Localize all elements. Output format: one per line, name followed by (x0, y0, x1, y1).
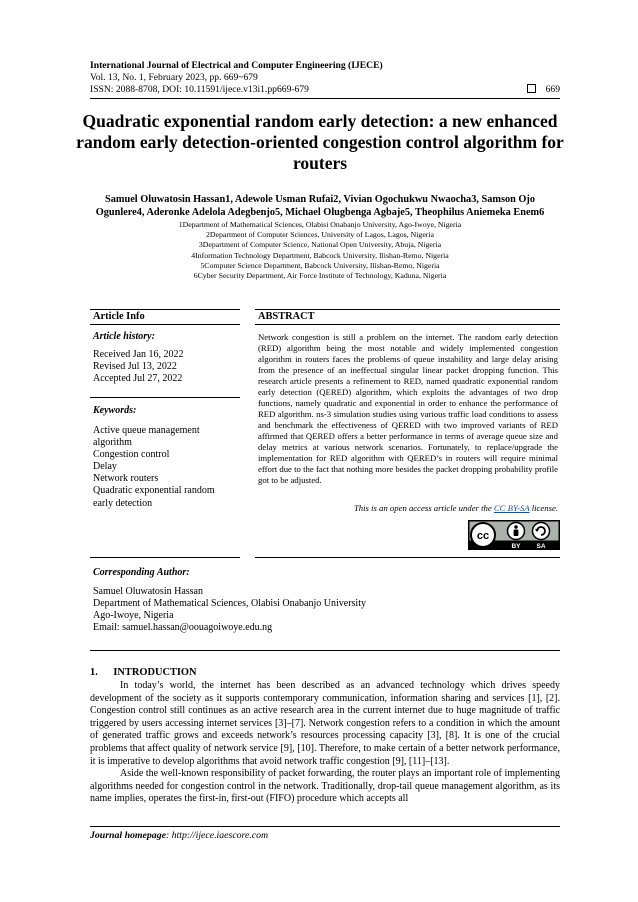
page-number-block (520, 84, 560, 96)
abstract-top-rule (255, 309, 560, 310)
article-info-rule (90, 324, 240, 325)
keyword: early detection (93, 497, 153, 509)
corresponding-name: Samuel Oluwatosin Hassan (93, 586, 203, 597)
keyword: Quadratic exponential random (93, 485, 215, 497)
affiliation: 1Department of Mathematical Sciences, Olabisi Onabanjo University, Ago-Iwoye, Nigeria (178, 220, 462, 229)
journal-volume: Vol. 13, No. 1, February 2023, pp. 669~679 (90, 72, 258, 83)
corresponding-dept: Department of Mathematical Sciences, Olabisi Onabanjo University (93, 598, 366, 610)
open-access-suffix: license. (529, 503, 558, 513)
header-rule (90, 98, 560, 99)
footer-rule (90, 826, 560, 827)
corresponding-details (93, 586, 366, 634)
page-box-icon (527, 84, 536, 93)
revised-date: Revised Jul 13, 2022 (93, 361, 177, 373)
history-rule (90, 397, 240, 398)
affiliation: 6Cyber Security Department, Air Force Institute of Technology, Kaduna, Nigeria (193, 271, 447, 281)
by-person-head (514, 525, 517, 528)
keyword: algorithm (93, 437, 132, 449)
keywords-list (93, 425, 215, 510)
authors-line-2: Ogunlere4, Aderonke Adelola Adegbenjo5, Michael Olugbenga Agbaje5, Theophilus Aniemeka Enem6 (95, 207, 545, 218)
cc-by-sa-badge[interactable] (468, 520, 560, 550)
by-label: BY (511, 543, 521, 550)
open-access-statement (258, 503, 558, 513)
affiliation: 2Department of Computer Sciences, University of Lagos, Lagos, Nigeria (206, 230, 434, 240)
keyword: Congestion control (93, 449, 170, 461)
open-access-prefix: This is an open access article under the (353, 503, 494, 513)
paper-title: Quadratic exponential random early detection: a new enhanced random early detection-oriented congestion control algorithm for routers (76, 111, 564, 173)
corresponding-heading: Corresponding Author: (93, 567, 190, 578)
corresponding-rule (90, 650, 560, 651)
sa-arrow-icon (533, 523, 550, 540)
cc-by-sa-link[interactable]: CC BY-SA (493, 503, 530, 513)
history-dates (93, 349, 184, 385)
cc-text: cc (476, 530, 490, 542)
corresponding-email: Email: samuel.hassan@oouagoiwoye.edu.ng (93, 622, 273, 634)
article-info-top-rule (90, 309, 240, 310)
homepage-url[interactable]: : http://ijece.iaescore.com (165, 830, 269, 841)
keywords-heading: Keywords: (93, 405, 137, 416)
affiliation: 4Information Technology Department, Babcock University, Ilishan-Remo, Nigeria (191, 250, 449, 260)
journal-name: International Journal of Electrical and Computer Engineering (IJECE) (90, 60, 383, 71)
affiliation: 3Department of Computer Science, National Open University, Abuja, Nigeria (198, 240, 442, 250)
homepage-label: Journal homepage (90, 830, 166, 841)
keyword: Network routers (93, 473, 159, 485)
intro-paragraph-2: Aside the well-known responsibility of packet forwarding, the router plays an important role of implementing algorithms needed for congestion control in the network. Traditionally, drop-tail queue management algorithm, as its name implies, operates the first-in, first-out (FIFO) procedure which accepts all (90, 768, 560, 805)
intro-paragraph-1: In today’s world, the internet has been described as an advanced technology which drives speedy development of the society as it supports contemporary communication, information sharing and services [1], [2]. Congestion control still continues as an active research area in the current internet due to huge magnitude of traffic triggered by users accessing internet services [3]–[7]. Network congestion refers to a condition in which the amount of generated traffic grows and exceeds network’s resources processing capacity [3], [8]. It is one of the crucial problems that affect quality of network service [9], [10]. Therefore, to make certain of a better network performance, it is imperative to develop algorithms that avoid network traffic congestion [9], [11]–[13]. (90, 680, 560, 767)
sa-label: SA (536, 543, 546, 550)
accepted-date: Accepted Jul 27, 2022 (93, 373, 183, 385)
abstract-text: Network congestion is still a problem on the internet. The random early detection (RED) algorithm being the most notable and widely implemented congestion algorithm in routers faces the problems of queue instability and large delay arising from the presence of an ineffectual singular linear packet dropping function. This research article presents a refinement to RED, named quadratic exponential random early detection (QERED) algorithm, which exploits the advantages of two drop functions, namely quadratic and exponential in order to enhance the performance of RED algorithm. ns-3 simulation studies using various traffic load conditions to assess and benchmark the effectiveness of QERED with two improved variants of RED affirmed that QERED offers a better performance in terms of average queue size and delay metrics at various network scenarios. Fortunately, to replace/upgrade the implementation for RED algorithm with QERED’s in routers will require minimal effort due to the fact that nothing more besides the packet dropping probability profile got to be adjusted. (258, 332, 558, 485)
abstract-heading: ABSTRACT (258, 311, 315, 322)
page-number: 669 (545, 84, 560, 95)
abstract-rule (255, 324, 560, 325)
authors (80, 193, 560, 219)
keyword: Delay (93, 461, 117, 473)
article-info-heading: Article Info (93, 311, 145, 322)
authors-line-1: Samuel Oluwatosin Hassan1, Adewole Usman Rufai2, Vivian Ogochukwu Nwaocha3, Samson Ojo (105, 194, 535, 205)
keyword: Active queue management (93, 425, 200, 436)
article-history-heading: Article history: (93, 331, 155, 342)
abstract-bottom-rule (255, 557, 560, 558)
affiliations (80, 220, 560, 281)
by-person-body (514, 530, 519, 537)
section-heading-introduction: 1. INTRODUCTION (90, 667, 197, 678)
journal-homepage (90, 830, 268, 841)
affiliation: 5Computer Science Department, Babcock University, Ilishan-Remo, Nigeria (200, 260, 440, 270)
introduction-body (90, 680, 560, 806)
received-date: Received Jan 16, 2022 (93, 349, 184, 360)
corresponding-city: Ago-Iwoye, Nigeria (93, 610, 174, 622)
article-info-bottom-rule (90, 557, 240, 558)
journal-issn: ISSN: 2088-8708, DOI: 10.11591/ijece.v13i1.pp669-679 (90, 84, 309, 95)
